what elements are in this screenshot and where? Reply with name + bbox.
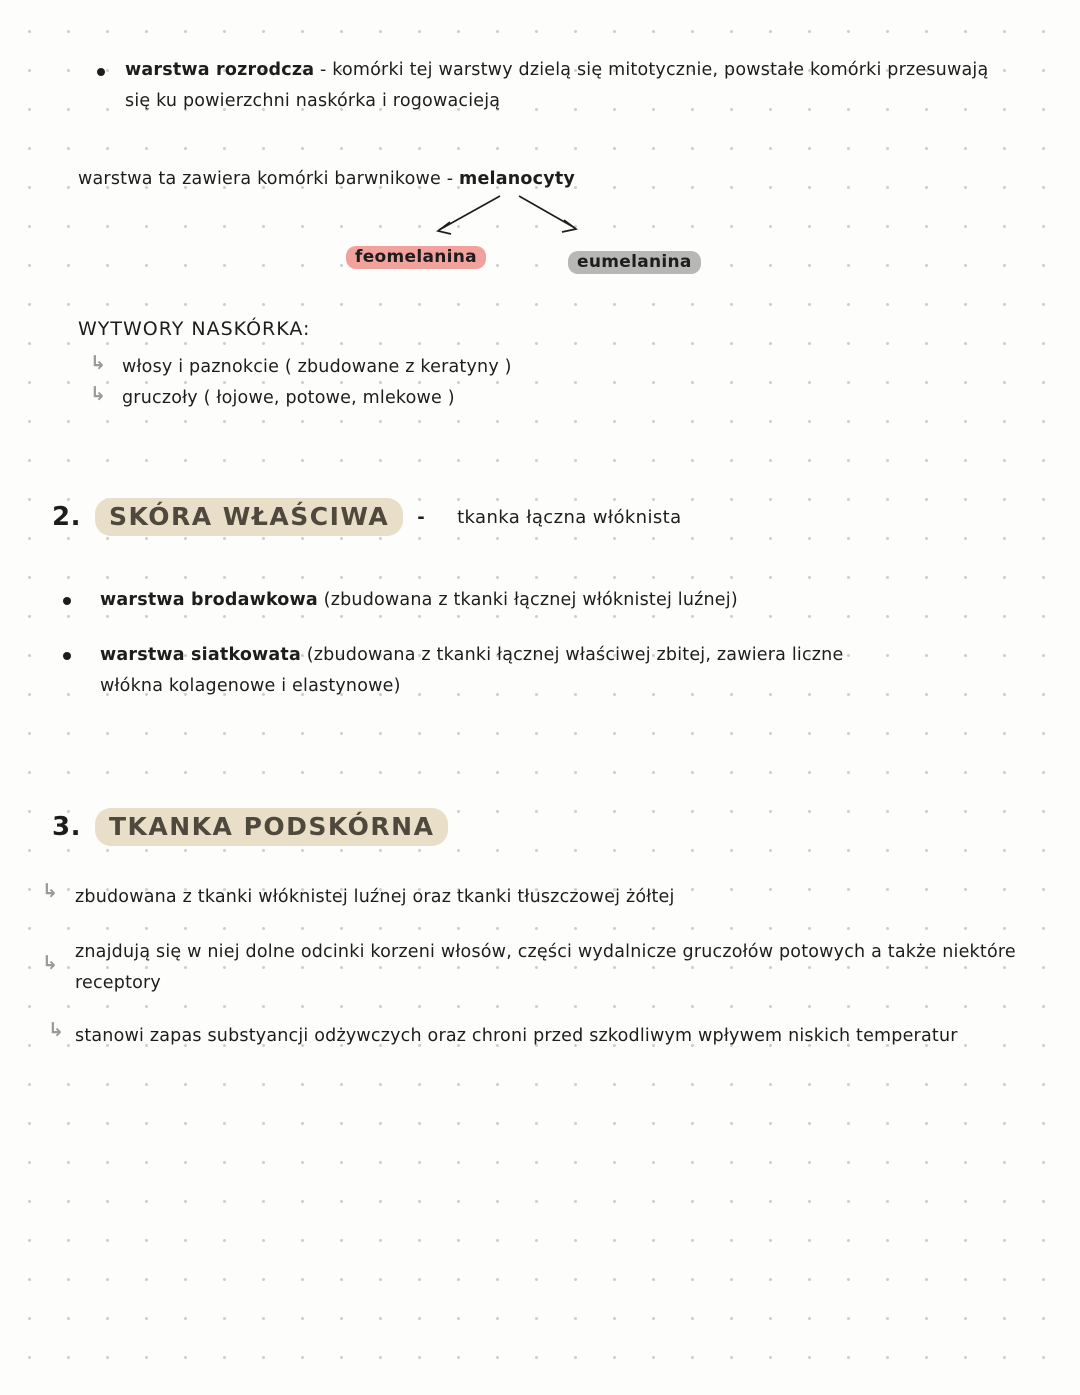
section2-bullet xyxy=(100,585,930,616)
section2-bullet-bold: warstwa brodawkowa xyxy=(100,590,318,610)
section2-heading xyxy=(52,498,682,536)
bullet-dot xyxy=(63,652,71,660)
intro-bullet-rest: - komórki tej warstwy dzielą się mitotycznie, powstałe komórki przesuwają się ku powierzchni naskórka i rogowacieją xyxy=(125,60,989,111)
section3-item: zbudowana z tkanki włóknistej luźnej oraz tkanki tłuszczowej żółtej xyxy=(75,887,675,907)
wytwory-item: gruczoły ( łojowe, potowe, mlekowe ) xyxy=(122,388,455,408)
melanocyte-line-bold: melanocyty xyxy=(459,169,575,189)
wytwory-item: włosy i paznokcie ( zbudowane z keratyny ) xyxy=(122,357,512,377)
hook-arrow-icon: ↳ xyxy=(90,383,106,405)
intro-bullet-bold: warstwa rozrodcza xyxy=(125,60,315,80)
bullet-dot xyxy=(63,597,71,605)
hook-arrow-icon: ↳ xyxy=(42,880,58,902)
section3-title: TKANKA PODSKÓRNA xyxy=(95,808,448,846)
section2-bullet-rest: (zbudowana z tkanki łącznej włóknistej luźnej) xyxy=(317,590,738,610)
bullet-dot xyxy=(97,68,105,76)
intro-bullet-text xyxy=(125,55,1005,117)
section2-bullet-rest: (zbudowana z tkanki łącznej właściwej zbitej, zawiera liczne włókna kolagenowe i elastynowe) xyxy=(100,645,844,696)
melanin-branch-arrows-icon xyxy=(415,188,615,248)
section3-heading xyxy=(52,808,448,846)
section2-dash: - xyxy=(417,506,426,528)
section3-number: 3. xyxy=(52,812,81,842)
hook-arrow-icon: ↳ xyxy=(42,952,58,974)
hook-arrow-icon: ↳ xyxy=(90,352,106,374)
section2-bullet-bold: warstwa siatkowata xyxy=(100,645,301,665)
wytwory-title: WYTWORY NASKÓRKA: xyxy=(78,318,311,340)
feomelanina-label: feomelanina xyxy=(346,246,486,269)
section2-subtitle: tkanka łączna włóknista xyxy=(457,506,682,528)
section3-item: znajdują się w niej dolne odcinki korzeni włosów, części wydalnicze gruczołów potowych a także niektóre receptory xyxy=(75,942,1016,993)
eumelanina-label: eumelanina xyxy=(568,251,701,274)
section2-title: SKÓRA WŁAŚCIWA xyxy=(95,498,403,536)
melanocyte-line-normal: warstwa ta zawiera komórki barwnikowe - xyxy=(78,169,460,189)
section2-bullet xyxy=(100,640,910,702)
section3-item: stanowi zapas substyancji odżywczych oraz chroni przed szkodliwym wpływem niskich temperatur xyxy=(75,1026,958,1046)
section2-number: 2. xyxy=(52,502,81,532)
hook-arrow-icon: ↳ xyxy=(48,1019,64,1041)
